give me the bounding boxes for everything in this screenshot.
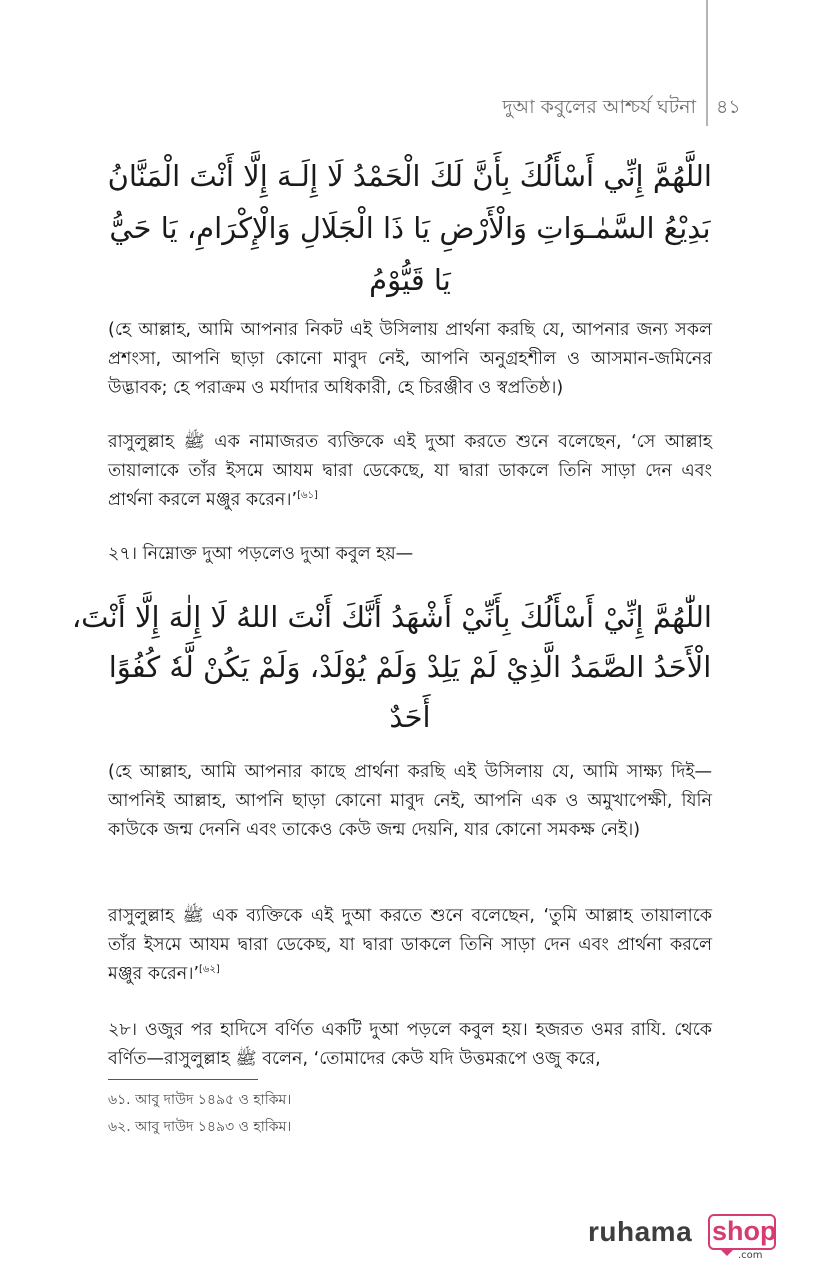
- footnote-ref-61[interactable]: [৬১]: [297, 490, 318, 501]
- arabic-dua-1-line-3: يَا قَيُّوْمُ: [369, 263, 451, 297]
- hadith-1-text: রাসুলুল্লাহ ﷺ এক নামাজরত ব্যক্তিকে এই দুআ করতে শুনে বলেছেন, ‘সে আল্লাহ তায়ালাকে তাঁর ইসমে আযম দ্বারা ডেকেছে, যা দ্বারা ডাকলে তিনি সাড়া দেন এবং প্রার্থনা করলে মঞ্জুর করেন।’: [108, 432, 712, 510]
- arabic-dua-2: [71, 592, 712, 742]
- section-27-text: ২৭। নিম্নোক্ত দুআ পড়লেও দুআ কবুল হয়—: [108, 544, 414, 564]
- footnote-divider: [108, 1079, 258, 1080]
- running-header-title: দুআ কবুলের আশ্চর্য ঘটনা: [502, 96, 696, 118]
- translation-2-text: (হে আল্লাহ, আমি আপনার কাছে প্রার্থনা করছি এই উসিলায় যে, আমি সাক্ষ্য দিই—আপনিই আল্লাহ, আপনি ছাড়া কোনো মাবুদ নেই, আপনি এক ও অমুখাপেক্ষী, যিনি কাউকে জন্ম দেননি এবং তাকেও কেউ জন্ম দেয়নি, যার কোনো সমকক্ষ নেই।): [108, 762, 712, 840]
- arabic-dua-1: [108, 150, 712, 306]
- footnote-61: ৬১. আবু দাউদ ১৪৯৫ ও হাকিম।: [108, 1092, 292, 1108]
- header-vertical-rule: [706, 0, 708, 126]
- logo-shop-text: shop: [712, 1216, 777, 1246]
- arabic-dua-2-line-1: اللّٰهُمَّ إِنِّيْ أَسْأَلُكَ بِأَنِّيْ أَشْهَدُ أَنَّكَ أَنْتَ اللهُ لَا إِلٰهَ إِلَّا أَنْتَ،: [71, 600, 712, 634]
- arabic-dua-2-line-3: أَحَدٌ: [389, 700, 431, 734]
- hadith-1: [108, 428, 712, 515]
- arabic-dua-1-line-1: اللَّهُمَّ إِنِّي أَسْأَلُكَ بِأَنَّ لَكَ الْحَمْدُ لَا إِلَـهَ إِلَّا أَنْتَ الْمَنَّانُ: [107, 159, 712, 193]
- footnote-ref-62[interactable]: [৬২]: [199, 964, 220, 975]
- logo-com-text: .com: [738, 1250, 763, 1261]
- section-27-heading: [108, 540, 712, 569]
- arabic-dua-1-line-2: بَدِيْعُ السَّمٰـوَاتِ وَالْأَرْضِ يَا ذَا الْجَلَالِ وَالْإِكْرَامِ، يَا حَيُّ: [109, 211, 711, 245]
- hadith-2-text: রাসুলুল্লাহ ﷺ এক ব্যক্তিকে এই দুআ করতে শুনে বলেছেন, ‘তুমি আল্লাহ তায়ালাকে তাঁর ইসমে আযম দ্বারা ডেকেছ, যা দ্বারা ডাকলে তিনি সাড়া দেন এবং প্রার্থনা করলে মঞ্জুর করেন।’: [108, 906, 712, 984]
- footnote-62: ৬২. আবু দাউদ ১৪৯৩ ও হাকিম।: [108, 1119, 292, 1135]
- translation-1: [108, 316, 712, 403]
- ruhamashop-logo: [588, 1212, 778, 1262]
- hadith-2: [108, 902, 712, 989]
- translation-1-text: (হে আল্লাহ, আমি আপনার নিকট এই উসিলায় প্রার্থনা করছি যে, আপনার জন্য সকল প্রশংসা, আপনি ছাড়া কোনো মাবুদ নেই, আপনি অনুগ্রহশীল ও আসমান-জমিনের উদ্ভাবক; হে পরাক্রম ও মর্যাদার অধিকারী, হে চিরঞ্জীব ও স্বপ্রতিষ্ঠ।): [108, 320, 712, 398]
- arabic-dua-2-line-2: الْأَحَدُ الصَّمَدُ الَّذِيْ لَمْ يَلِدْ وَلَمْ يُوْلَدْ، وَلَمْ يَكُنْ لَّهٗ كُفُوًا: [108, 650, 712, 684]
- section-28: [108, 1016, 712, 1074]
- logo-ruhama-text: ruhama: [588, 1216, 693, 1247]
- section-28-text: ২৮। ওজুর পর হাদিসে বর্ণিত একটি দুআ পড়লে কবুল হয়। হজরত ওমর রাযি. থেকে বর্ণিত—রাসুলুল্লাহ ﷺ বলেন, ‘তোমাদের কেউ যদি উত্তমরূপে ওজু করে,: [108, 1020, 712, 1069]
- page-number: ৪১: [716, 96, 741, 118]
- translation-2: [108, 758, 712, 845]
